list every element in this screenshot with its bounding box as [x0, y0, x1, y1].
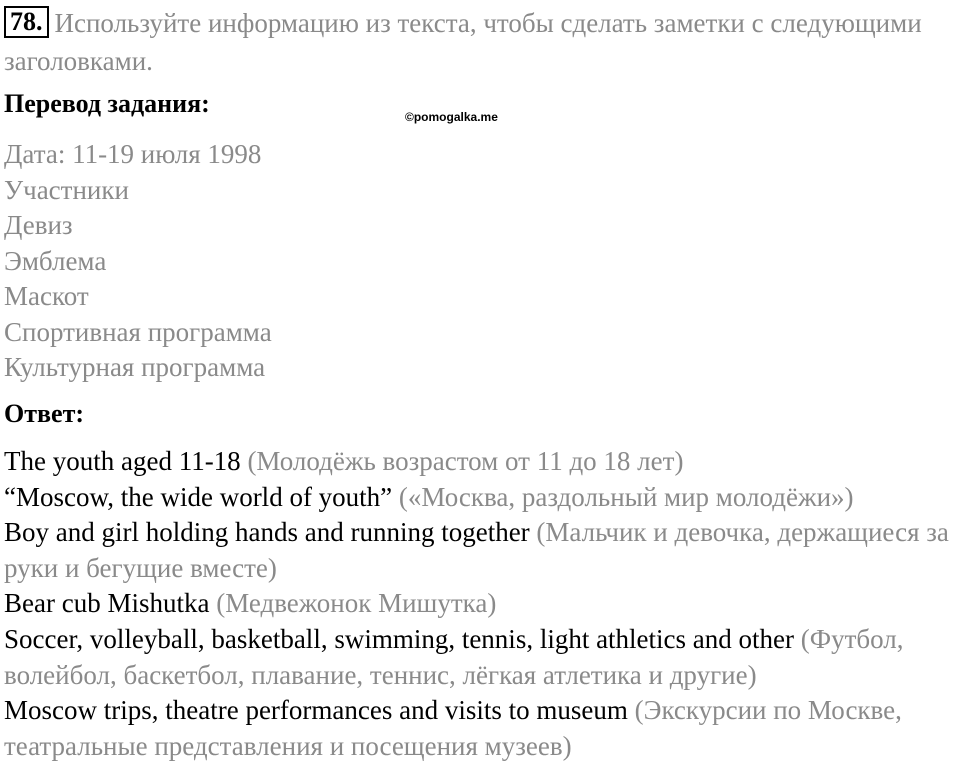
translation-item-participants: Участники	[4, 174, 129, 205]
answer-item-motto	[4, 480, 954, 516]
answer-russian: (Молодёжь возрастом от 11 до 18 лет)	[247, 446, 684, 476]
translation-item-date: Дата: 11-19 июля 1998	[4, 139, 262, 169]
translation-item-mascot: Маскот	[4, 281, 89, 311]
answer-russian: (Мальчик и девочка, держащиеся за руки и бегущие вместе)	[4, 517, 949, 583]
answer-item-participants	[4, 444, 954, 480]
answer-item-mascot	[4, 586, 954, 622]
translation-item-emblem: Эмблема	[4, 245, 107, 276]
task-instruction: Используйте информацию из текста, чтобы сделать заметки с следующими заголовками.	[4, 8, 922, 76]
answer-english: Moscow trips, theatre performances and visits to museum	[4, 695, 628, 726]
answer-english: Bear cub Mishutka	[4, 588, 210, 619]
answer-english: The youth aged 11-18	[4, 446, 241, 476]
translation-heading: Перевод задания:	[4, 89, 210, 118]
task-statement	[4, 4, 954, 80]
answer-russian: (Медвежонок Мишутка)	[216, 588, 497, 619]
answer-english: Boy and girl holding hands and running together	[4, 517, 530, 548]
answer-list	[4, 444, 954, 764]
answer-russian: (Футбол, волейбол, баскетбол, плавание, теннис, лёгкая атлетика и другие)	[4, 623, 904, 690]
answer-english: Soccer, volleyball, basketball, swimming, tennis, light athletics and other	[4, 623, 795, 654]
answer-russian: («Москва, раздольный мир молодёжи»)	[398, 481, 854, 512]
translation-item-motto: Девиз	[4, 210, 73, 240]
answer-russian: (Экскурсии по Москве, театральные представления и посещения музеев)	[4, 695, 902, 761]
answer-item-sports	[4, 622, 954, 693]
translation-item-culture: Культурная программа	[4, 352, 266, 382]
translation-list	[4, 137, 272, 386]
answer-item-emblem	[4, 515, 954, 586]
answer-heading: Ответ:	[4, 399, 85, 428]
translation-item-sports: Спортивная программа	[4, 316, 272, 347]
watermark-text: ©pomogalka.me	[405, 110, 498, 124]
answer-english: “Moscow, the wide world of youth”	[4, 481, 393, 512]
answer-item-culture	[4, 693, 954, 764]
task-number-box: 78.	[4, 6, 49, 38]
